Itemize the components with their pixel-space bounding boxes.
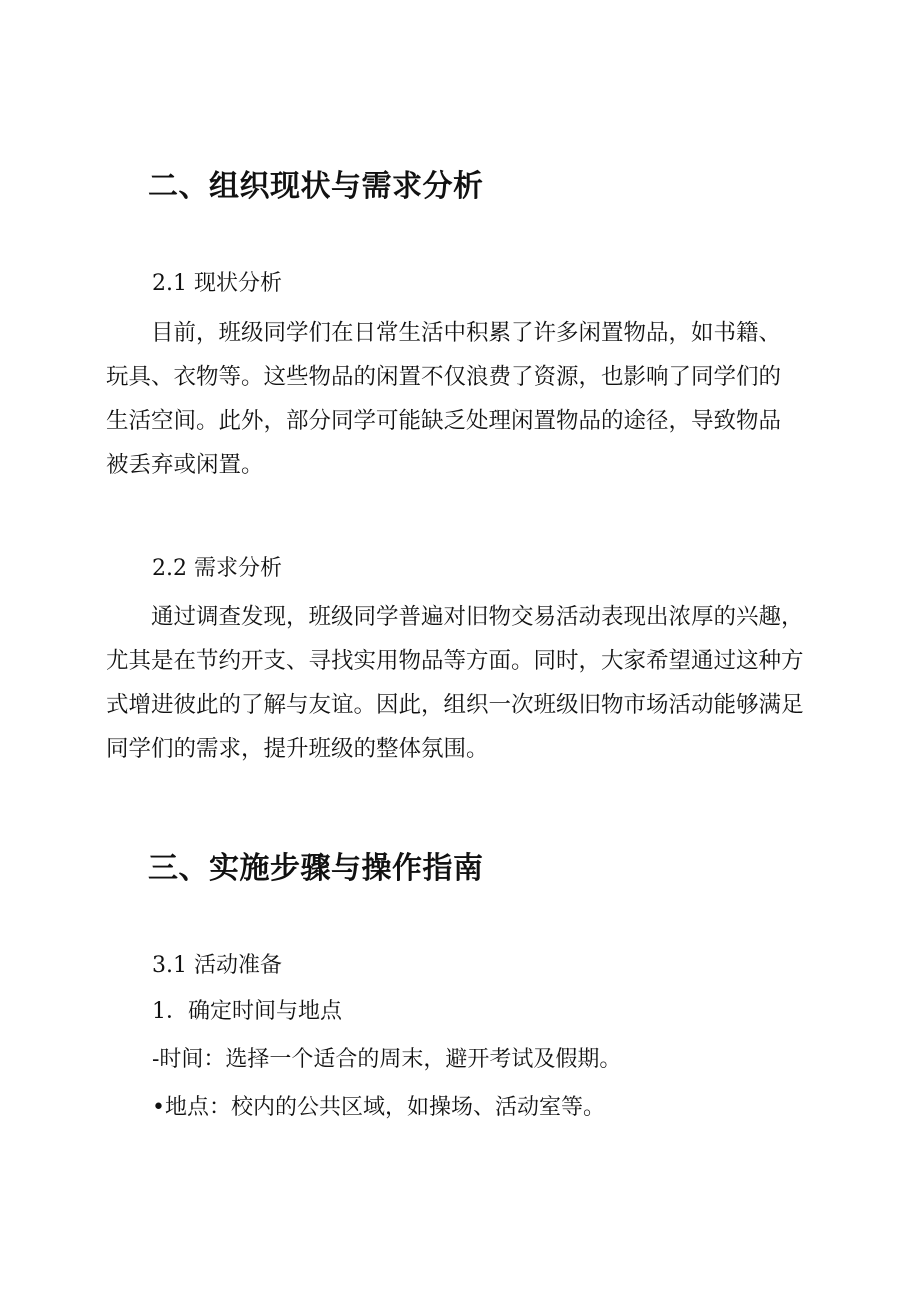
subsection-2-1-heading: 2.1 现状分析 (152, 271, 282, 296)
paragraph-line: 尤其是在节约开支、寻找实用物品等方面。同时，大家希望通过这种方 (106, 648, 804, 674)
subsection-3-1-heading: 3.1 活动准备 (152, 953, 282, 978)
paragraph-line: 同学们的需求，提升班级的整体氛围。 (106, 736, 489, 762)
section-2-title: 二、组织现状与需求分析 (148, 169, 484, 204)
subsection-2-1-paragraph (106, 311, 781, 487)
subsection-2-2-heading: 2.2 需求分析 (152, 556, 282, 581)
paragraph-line: 式增进彼此的了解与友谊。因此，组织一次班级旧物市场活动能够满足 (106, 692, 804, 718)
subsection-2-2-paragraph (106, 595, 804, 771)
time-item: -时间：选择一个适合的周末，避开考试及假期。 (152, 1047, 622, 1072)
paragraph-line: 被丢弃或闲置。 (106, 452, 264, 478)
step-1-heading: 1．确定时间与地点 (152, 999, 342, 1024)
place-item: •地点：校内的公共区域，如操场、活动室等。 (152, 1095, 605, 1120)
section-3-title: 三、实施步骤与操作指南 (148, 851, 484, 886)
paragraph-line: 通过调查发现，班级同学普遍对旧物交易活动表现出浓厚的兴趣， (106, 604, 804, 630)
paragraph-line: 玩具、衣物等。这些物品的闲置不仅浪费了资源，也影响了同学们的 (106, 364, 782, 390)
paragraph-line: 生活空间。此外，部分同学可能缺乏处理闲置物品的途径，导致物品 (106, 408, 782, 434)
paragraph-line: 目前，班级同学们在日常生活中积累了许多闲置物品，如书籍、 (106, 320, 782, 346)
